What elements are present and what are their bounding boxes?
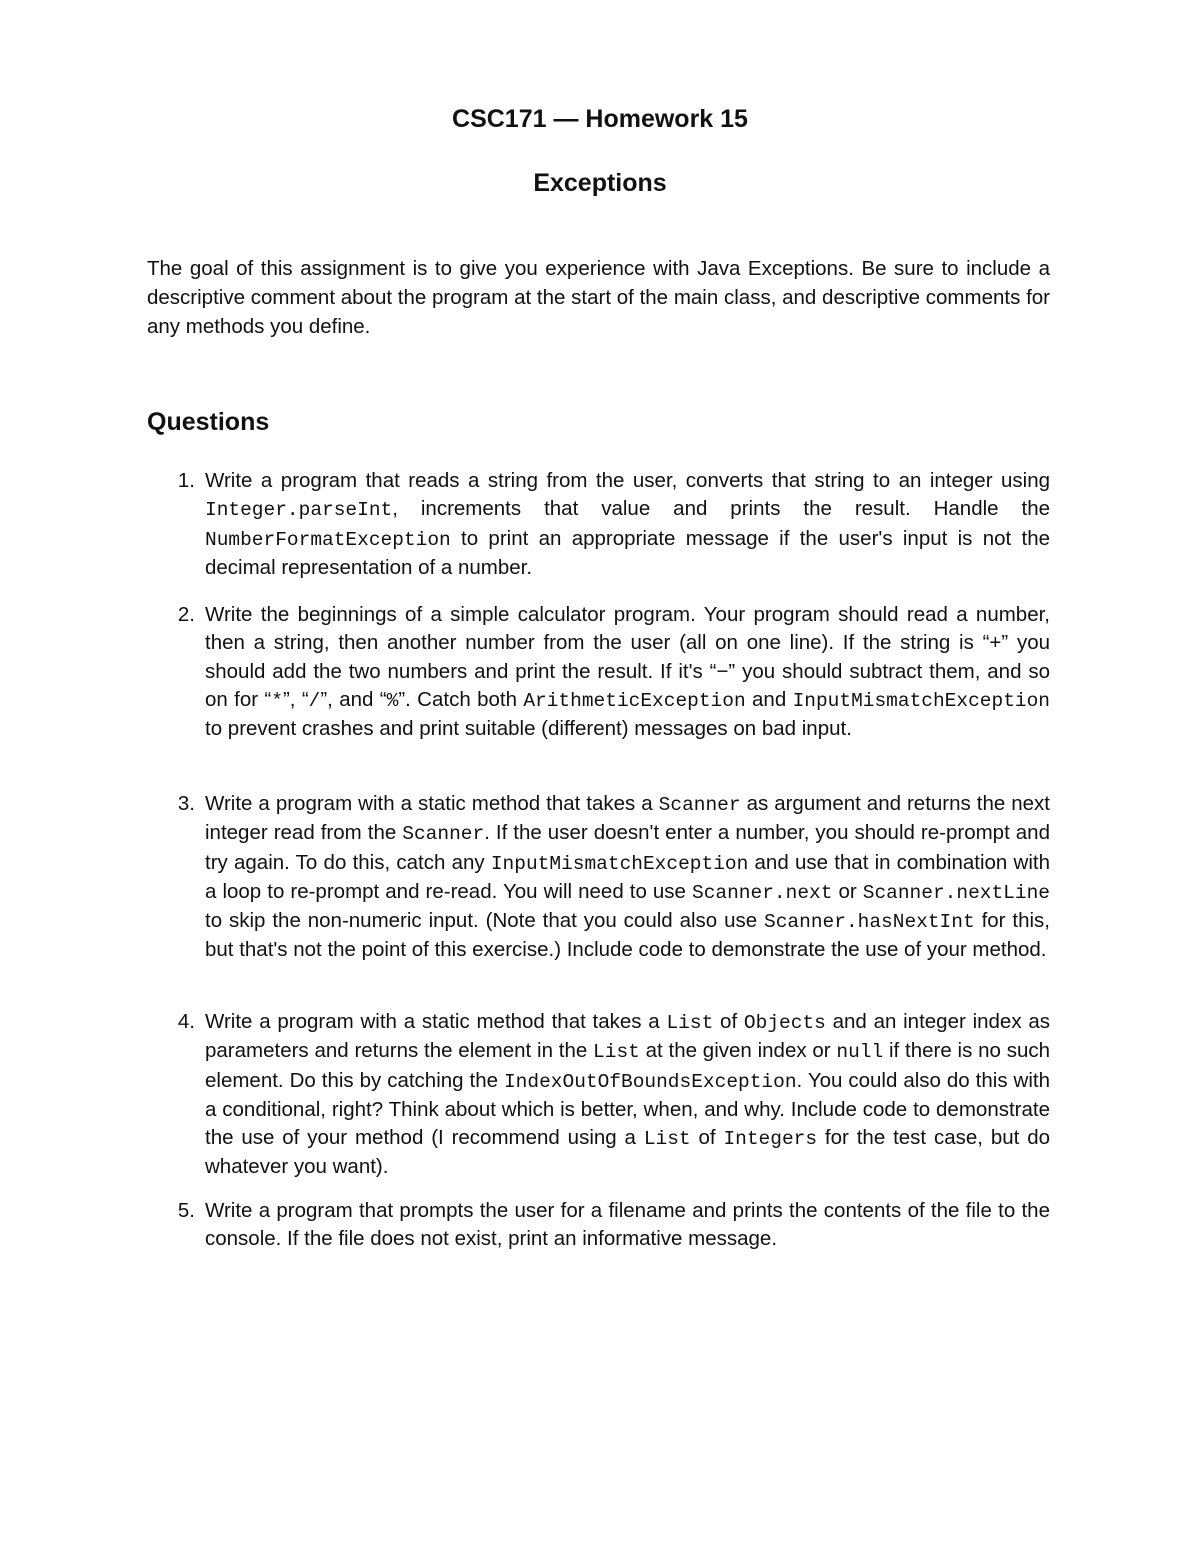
- question-1: [147, 467, 1050, 582]
- question-number: 2.: [177, 603, 195, 626]
- question-text-run: or: [832, 879, 863, 903]
- question-text-run: ”, “: [282, 687, 309, 711]
- question-text-run: and: [745, 687, 793, 711]
- question-2: [147, 601, 1050, 743]
- code-snippet: List: [666, 1012, 714, 1034]
- question-4: [147, 1008, 1050, 1182]
- question-text: [205, 467, 1050, 582]
- question-text-run: ”. Catch both: [398, 687, 524, 711]
- code-snippet: Scanner: [658, 794, 741, 816]
- code-snippet: Scanner.next: [692, 881, 833, 904]
- question-text-run: for the test case, but do whatever you want).: [205, 1126, 1050, 1179]
- question-text-run: . You could also do this with a conditional, right? Think about which is better, when, and why. Include code to demonstrate the use of your method (I recommend using a: [205, 1068, 1050, 1150]
- question-text-run: and an integer index as parameters and returns the element in the: [205, 1010, 1050, 1063]
- question-5: [147, 1197, 1050, 1254]
- question-text-run: Write a program with a static method that takes a: [205, 1010, 667, 1033]
- code-snippet: %: [386, 689, 399, 712]
- question-text-run: and use that in combination with a loop to re-prompt and re-read. You will need to use: [205, 850, 1050, 903]
- code-snippet: Integer.parseInt: [205, 499, 393, 522]
- code-snippet: List: [593, 1041, 640, 1064]
- code-snippet: Scanner.hasNextInt: [764, 911, 975, 934]
- code-snippet: InputMismatchException: [490, 852, 749, 875]
- question-text-run: . If the user doesn't enter a number, you should re-prompt and try again. To do this, catch any: [205, 821, 1050, 874]
- question-text-run: Write a program with a static method that takes a: [205, 792, 659, 815]
- code-snippet: Scanner.nextLine: [862, 881, 1050, 904]
- document-subtitle: Exceptions: [533, 169, 667, 197]
- question-number: 3.: [177, 792, 195, 815]
- question-text-run: of: [690, 1126, 724, 1150]
- question-text: [205, 1197, 1050, 1254]
- code-snippet: Objects: [743, 1012, 826, 1034]
- question-text-run: Write the beginnings of a simple calculator program. Your program should read a number, then a string, then another number from the user (all on one line). If the string is “+” you should add the two numbers and print the result. If it's “−” you should subtract them, and so on for “: [205, 603, 1050, 711]
- code-snippet: null: [836, 1041, 884, 1064]
- question-text-run: ”, and “: [320, 687, 387, 711]
- question-number: 5.: [177, 1199, 195, 1222]
- code-snippet: Scanner: [402, 823, 485, 846]
- question-text-run: Write a program that reads a string from the user, converts that string to an integer using: [205, 469, 1050, 492]
- question-text-run: at the given index or: [639, 1039, 837, 1063]
- code-snippet: IndexOutOfBoundsException: [503, 1070, 797, 1093]
- question-text: [205, 601, 1050, 743]
- code-snippet: List: [643, 1128, 691, 1151]
- question-text-run: , increments that value and prints the result. Handle the: [392, 497, 1050, 521]
- intro-paragraph: The goal of this assignment is to give you experience with Java Exceptions. Be sure to include a descriptive comment about the program at the start of the main class, and descriptive comments for any methods you define.: [147, 257, 1050, 338]
- question-text-run: as argument and returns the next integer read from the: [205, 792, 1050, 845]
- code-snippet: *: [271, 689, 283, 712]
- question-text: [205, 790, 1050, 965]
- question-text-run: Write a program that prompts the user for a filename and prints the contents of the file to the console. If the file does not exist, print an informative message.: [205, 1199, 1050, 1251]
- question-text: [205, 1008, 1050, 1182]
- section-heading: Questions: [147, 408, 270, 436]
- question-text-run: to prevent crashes and print suitable (different) messages on bad input.: [205, 717, 852, 741]
- question-text-run: for this, but that's not the point of this exercise.) Include code to demonstrate the use of your method.: [205, 909, 1050, 962]
- question-number: 4.: [177, 1010, 195, 1033]
- question-3: [147, 790, 1050, 965]
- document-title: CSC171 — Homework 15: [452, 105, 748, 133]
- question-text-run: to print an appropriate message if the user's input is not the decimal representation of a number.: [205, 526, 1050, 579]
- code-snippet: Integers: [723, 1128, 818, 1151]
- question-text-run: if there is no such element. Do this by catching the: [205, 1039, 1050, 1092]
- question-text-run: of: [713, 1010, 744, 1033]
- code-snippet: NumberFormatException: [205, 528, 451, 551]
- code-snippet: ArithmeticException: [523, 689, 746, 712]
- question-text-run: to skip the non-numeric input. (Note that you could also use: [205, 909, 765, 933]
- code-snippet: /: [308, 689, 321, 712]
- code-snippet: InputMismatchException: [792, 689, 1051, 712]
- question-number: 1.: [177, 469, 195, 492]
